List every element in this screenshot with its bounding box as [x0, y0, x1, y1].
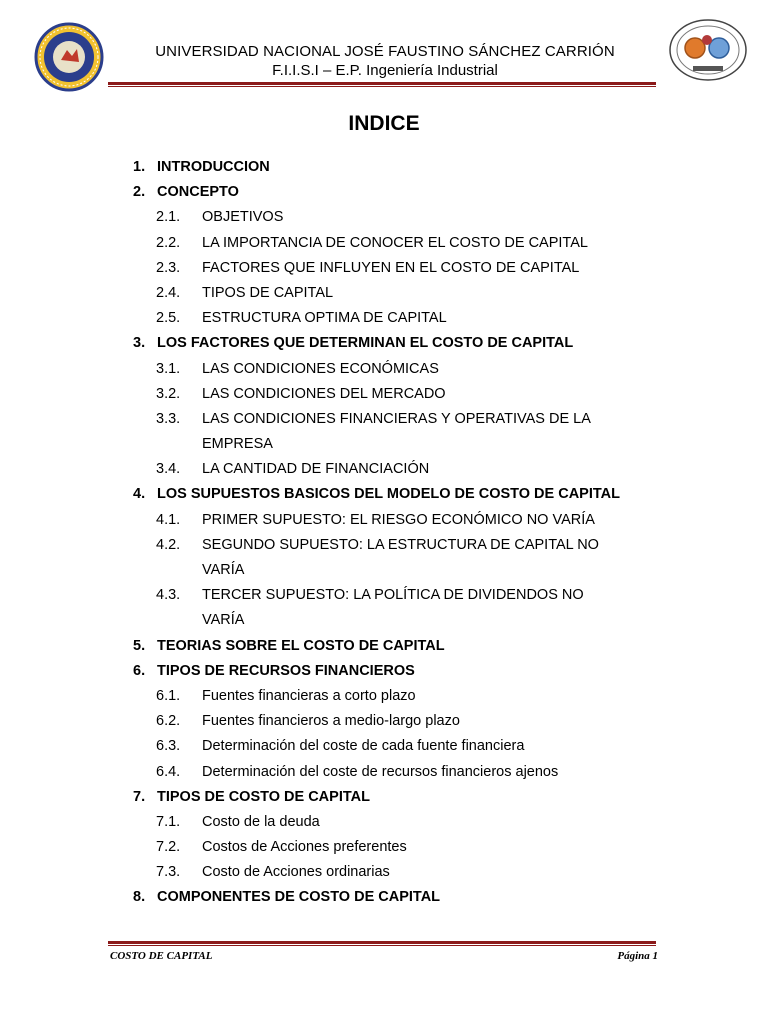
toc-subentry[interactable] [133, 357, 673, 382]
toc-subentry[interactable] [133, 835, 673, 860]
university-seal-icon [34, 22, 104, 92]
toc-subentry[interactable] [133, 256, 673, 281]
toc-subentry-number: 4.1. [156, 511, 181, 528]
industrial-engineering-seal-icon [667, 18, 749, 88]
toc-subentry-label: Determinación del coste de cada fuente financiera [202, 738, 525, 755]
toc-subentry-label: PRIMER SUPUESTO: EL RIESGO ECONÓMICO NO VARÍA [202, 511, 595, 528]
toc-subentry-number: 3.2. [156, 385, 181, 402]
toc-subentry-label: LAS CONDICIONES DEL MERCADO [202, 385, 446, 402]
toc-subentry-label: EMPRESA [202, 436, 273, 453]
toc-subentry-label: LA IMPORTANCIA DE CONOCER EL COSTO DE CAPITAL [202, 234, 588, 251]
toc-subentry[interactable] [133, 281, 673, 306]
toc-entry-label: CONCEPTO [157, 184, 239, 201]
toc-subentry[interactable] [133, 734, 673, 759]
toc-entry-number: 1. [133, 159, 146, 175]
toc-subentry[interactable] [133, 382, 673, 407]
toc-subentry-number: 6.2. [156, 713, 181, 730]
toc-subentry-label: VARÍA [202, 612, 245, 629]
toc-subentry-continuation[interactable] [133, 608, 673, 633]
toc-subentry-number: 3.1. [156, 360, 181, 377]
toc-entry[interactable] [133, 180, 673, 205]
toc-subentry-number: 2.3. [156, 259, 181, 276]
toc-subentry[interactable] [133, 709, 673, 734]
toc-entry-label: INTRODUCCION [157, 159, 270, 175]
toc-subentry-label: Costo de la deuda [202, 813, 320, 830]
toc-entry-label: LOS FACTORES QUE DETERMINAN EL COSTO DE CAPITAL [157, 335, 574, 352]
toc-subentry[interactable] [133, 508, 673, 533]
toc-subentry-number: 2.4. [156, 284, 181, 301]
footer-divider-thin [108, 945, 656, 946]
toc-entry-number: 4. [133, 486, 146, 503]
toc-subentry-label: Costo de Acciones ordinarias [202, 864, 390, 881]
toc-subentry-number: 6.1. [156, 687, 181, 704]
toc-subentry-number: 2.1. [156, 209, 181, 226]
toc-subentry[interactable] [133, 533, 673, 558]
toc-entry[interactable] [133, 331, 673, 356]
toc-subentry-label: LAS CONDICIONES FINANCIERAS Y OPERATIVAS DE LA [202, 410, 591, 427]
toc-subentry-label: TERCER SUPUESTO: LA POLÍTICA DE DIVIDENDOS NO [202, 587, 584, 604]
toc-entry-number: 6. [133, 662, 146, 679]
toc-subentry[interactable] [133, 684, 673, 709]
toc-subentry-continuation[interactable] [133, 432, 673, 457]
toc-entry-label: TIPOS DE RECURSOS FINANCIEROS [157, 662, 415, 679]
toc-subentry-number: 2.5. [156, 310, 181, 327]
toc-entry[interactable] [133, 885, 673, 910]
toc-subentry[interactable] [133, 860, 673, 885]
toc-entry-label: LOS SUPUESTOS BASICOS DEL MODELO DE COSTO DE CAPITAL [157, 486, 620, 503]
toc-subentry-label: Fuentes financieras a corto plazo [202, 687, 416, 704]
toc-entry-number: 2. [133, 184, 146, 201]
toc-subentry-number: 6.3. [156, 738, 181, 755]
toc-subentry-number: 7.1. [156, 813, 181, 830]
toc-entry[interactable] [133, 155, 673, 180]
toc-subentry-label: Determinación del coste de recursos financieros ajenos [202, 763, 559, 780]
toc-subentry-label: Fuentes financieros a medio-largo plazo [202, 713, 460, 730]
toc-subentry-label: FACTORES QUE INFLUYEN EN EL COSTO DE CAPITAL [202, 259, 580, 276]
toc-subentry[interactable] [133, 306, 673, 331]
page-title: INDICE [348, 112, 420, 135]
toc-entry-number: 7. [133, 788, 146, 805]
toc-entry-number: 5. [133, 637, 146, 654]
toc-entry-number: 8. [133, 889, 146, 906]
document-header [110, 42, 660, 80]
footer-page-number: Página 1 [617, 950, 658, 962]
faculty-name: F.I.I.S.I – E.P. Ingeniería Industrial [272, 62, 498, 79]
toc-subentry-label: Costos de Acciones preferentes [202, 839, 407, 856]
toc-subentry-label: SEGUNDO SUPUESTO: LA ESTRUCTURA DE CAPITAL NO [202, 536, 599, 553]
university-name: UNIVERSIDAD NACIONAL JOSÉ FAUSTINO SÁNCHEZ CARRIÓN [155, 43, 615, 60]
toc-subentry[interactable] [133, 407, 673, 432]
toc-entry[interactable] [133, 659, 673, 684]
toc-subentry-label: ESTRUCTURA OPTIMA DE CAPITAL [202, 310, 447, 327]
toc-entry-label: TIPOS DE COSTO DE CAPITAL [157, 788, 370, 805]
toc-subentry-number: 2.2. [156, 234, 181, 251]
toc-subentry-number: 6.4. [156, 763, 181, 780]
toc-subentry[interactable] [133, 760, 673, 785]
toc-subentry[interactable] [133, 457, 673, 482]
toc-entry-label: TEORIAS SOBRE EL COSTO DE CAPITAL [157, 637, 445, 654]
toc-subentry-label: LA CANTIDAD DE FINANCIACIÓN [202, 461, 430, 478]
toc-subentry[interactable] [133, 231, 673, 256]
toc-subentry[interactable] [133, 810, 673, 835]
toc-subentry-number: 7.2. [156, 839, 181, 856]
toc-subentry-number: 4.2. [156, 536, 181, 553]
toc-subentry-label: OBJETIVOS [202, 209, 284, 226]
toc-entry[interactable] [133, 785, 673, 810]
toc-entry[interactable] [133, 634, 673, 659]
toc-subentry[interactable] [133, 583, 673, 608]
footer-document-title: COSTO DE CAPITAL [110, 950, 213, 962]
footer-divider [108, 941, 656, 944]
toc-subentry[interactable] [133, 205, 673, 230]
toc-subentry-number: 4.3. [156, 587, 181, 604]
table-of-contents [133, 155, 673, 911]
toc-subentry-number: 3.4. [156, 461, 181, 478]
toc-entry-number: 3. [133, 335, 146, 352]
toc-entry-label: COMPONENTES DE COSTO DE CAPITAL [157, 889, 441, 906]
toc-subentry-label: LAS CONDICIONES ECONÓMICAS [202, 360, 439, 377]
header-divider-thin [108, 86, 656, 87]
header-divider [108, 82, 656, 85]
toc-entry[interactable] [133, 482, 673, 507]
toc-subentry-label: VARÍA [202, 562, 245, 578]
toc-subentry-label: TIPOS DE CAPITAL [202, 284, 334, 301]
toc-subentry-number: 7.3. [156, 864, 181, 881]
toc-subentry-continuation[interactable] [133, 558, 673, 583]
toc-subentry-number: 3.3. [156, 410, 181, 427]
